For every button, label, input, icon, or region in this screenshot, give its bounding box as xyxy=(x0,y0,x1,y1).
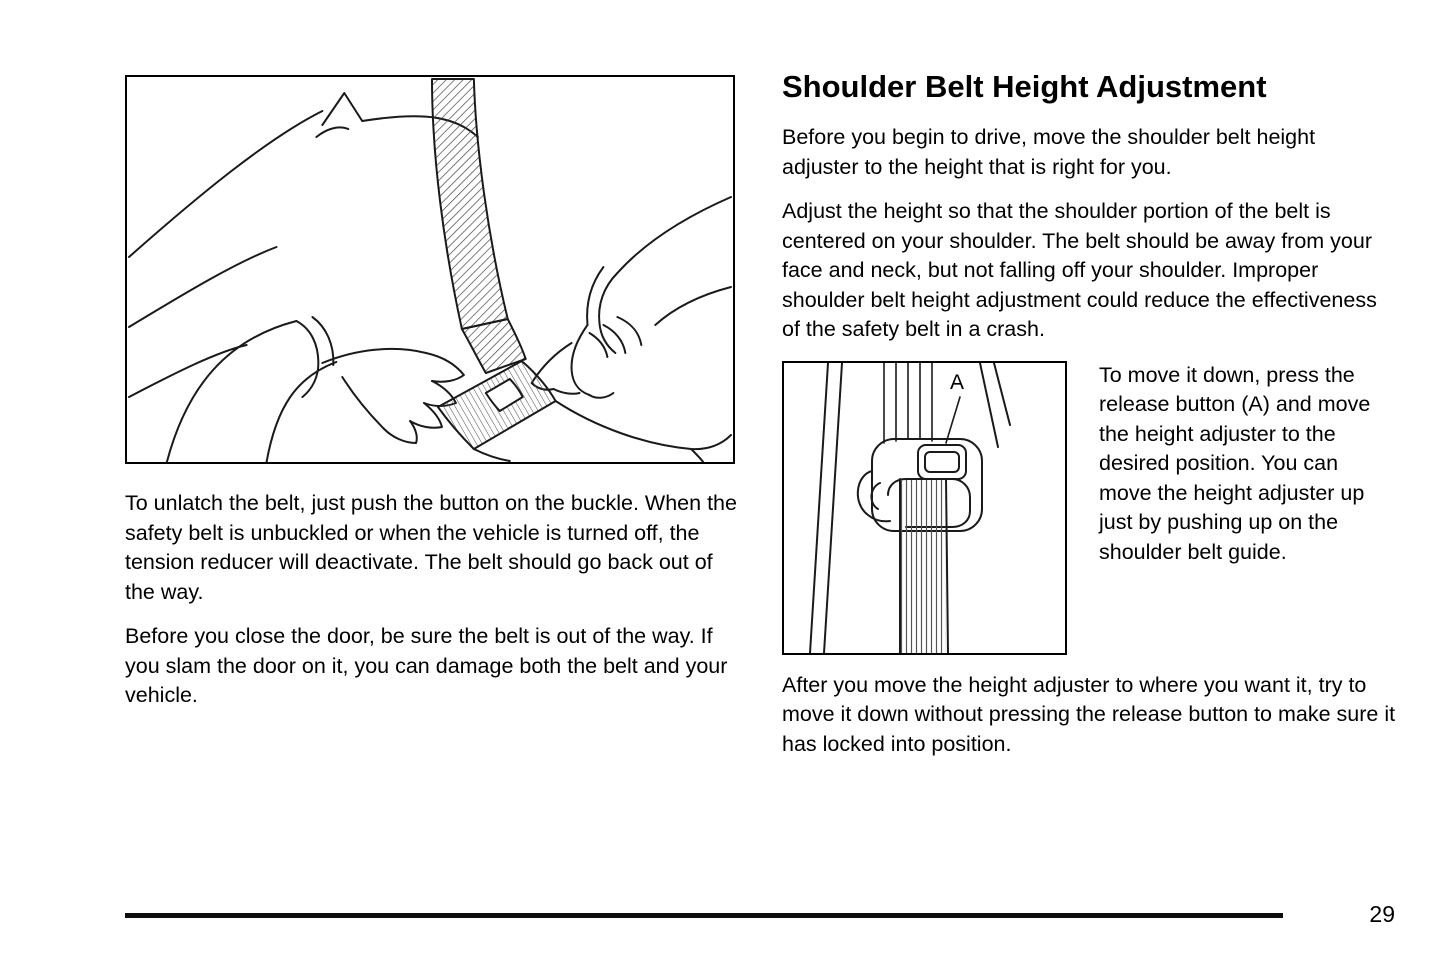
buckle-unlatch-illustration xyxy=(125,75,735,464)
right-column xyxy=(782,68,1396,774)
release-button xyxy=(918,445,966,479)
paragraph-move-down: To move it down, press the release button (A) and move the height adjuster to the desired position. You can move the height adjuster up just by pushing up on the shoulder belt guide. xyxy=(1099,362,1371,564)
page-number: 29 xyxy=(1369,901,1395,927)
figure-and-text-row xyxy=(782,361,1396,655)
section-heading: Shoulder Belt Height Adjustment xyxy=(782,69,1267,104)
paragraph-before-drive: Before you begin to drive, move the shoulder belt height adjuster to the height that is right for you. xyxy=(782,125,1316,179)
paragraph-lock-check: After you move the height adjuster to where you want it, try to move it down without pressing the release button to make sure it has locked into position. xyxy=(782,672,1396,756)
height-adjuster-drawing xyxy=(784,363,1065,653)
figure-label-a: A xyxy=(950,370,965,394)
left-arm-sleeve-lines xyxy=(167,317,336,462)
right-arm-sleeve-lines xyxy=(587,197,731,353)
upper-webbing-lines xyxy=(884,363,932,443)
torso-outline-lines xyxy=(129,111,478,397)
shoulder-belt-webbing xyxy=(432,79,526,373)
shirt-collar-lines xyxy=(316,93,362,137)
height-adjuster-illustration xyxy=(782,361,1067,655)
footer-rule xyxy=(125,913,1283,918)
right-hand-pressing-button-lines xyxy=(532,317,642,398)
label-a-leader-line xyxy=(946,397,960,443)
paragraph-close-door: Before you close the door, be sure the belt is out of the way. If you slam the door on it, you can damage both the belt and your vehicle. xyxy=(125,624,728,707)
lower-webbing xyxy=(900,479,948,653)
left-column xyxy=(125,75,737,726)
buckle-unlatch-drawing xyxy=(127,77,733,462)
left-hand-lines xyxy=(322,349,464,443)
paragraph-adjust-height: Adjust the height so that the shoulder portion of the belt is centered on your shoulder. The belt should be away from your face and neck, but not falling off your shoulder. Improper shoulder belt height adjustment could reduce the effectiveness of the safety belt in a crash. xyxy=(782,199,1377,341)
paragraph-unlatch-belt: To unlatch the belt, just push the button on the buckle. When the safety belt is unbuckled or when the vehicle is turned off, the tension reducer will deactivate. The belt should go back out of the way. xyxy=(125,491,737,604)
